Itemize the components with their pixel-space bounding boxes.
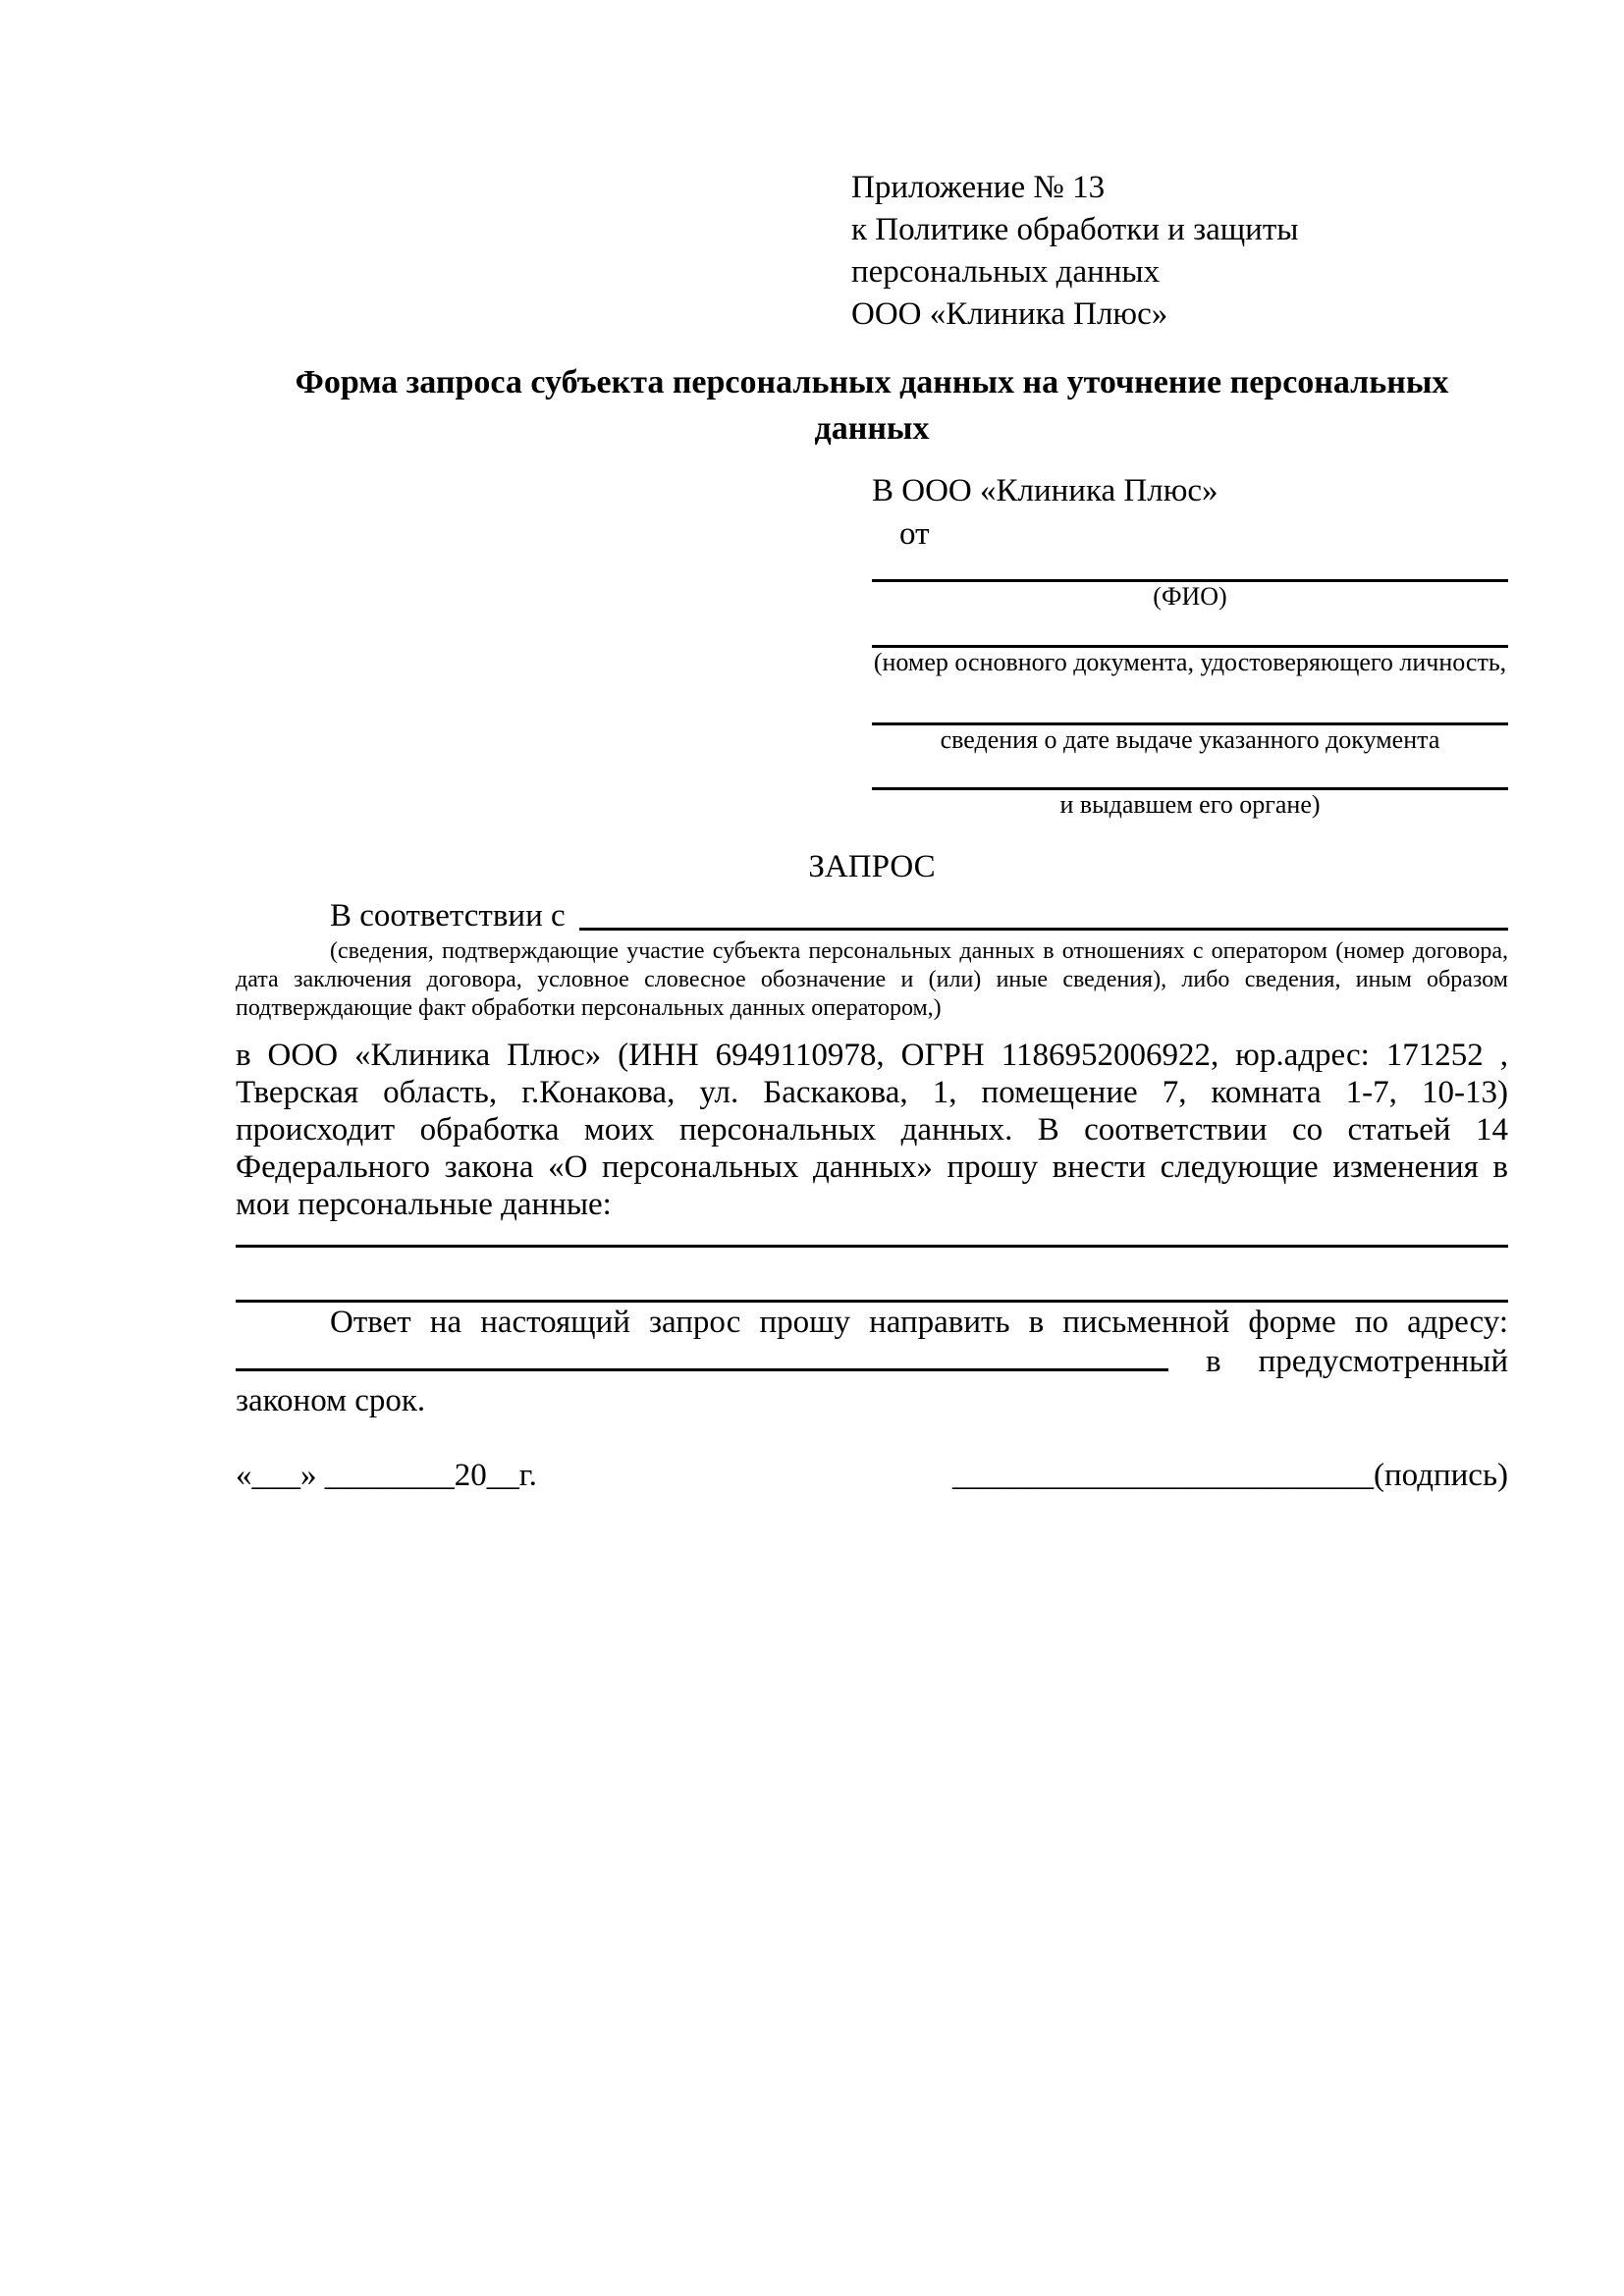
from-label: от	[899, 516, 930, 552]
issuing-authority-field	[872, 755, 1508, 820]
issuing-authority-blank-line	[872, 755, 1508, 790]
changes-blank-line-2	[236, 1248, 1508, 1303]
appendix-line: персональных данных	[851, 254, 1161, 290]
issue-date-blank-line	[872, 677, 1508, 725]
appendix-line: Приложение № 13	[851, 170, 1106, 205]
signature-field	[952, 1454, 1508, 1497]
fio-blank-line	[872, 556, 1508, 582]
basis-footnote: (сведения, подтверждающие участие субъекта персональных данных в отношениях с оператором (номер договора, дата заключения договора, условное словесное обозначение и (или) иные сведения), либо сведения, иным образом подтверждающие факт обработки персональных данных оператором,)	[236, 938, 1508, 1021]
document-number-field-caption: (номер основного документа, удостоверяющего личность,	[873, 648, 1507, 676]
basis-label: В соответствии с	[330, 898, 566, 934]
changes-blank-line-1	[236, 1223, 1508, 1248]
addressee-block	[872, 469, 1508, 820]
signature-blank-line: __________________________	[952, 1458, 1374, 1493]
signature-caption: (подпись)	[1374, 1458, 1508, 1493]
basis-row	[236, 894, 1508, 937]
document-number-blank-line	[872, 612, 1508, 648]
reply-address-blank-line	[236, 1343, 1168, 1371]
reply-paragraph	[236, 1303, 1508, 1420]
reply-text-tail: законом срок.	[236, 1383, 426, 1418]
issue-date-field	[872, 677, 1508, 755]
request-heading: ЗАПРОС	[808, 849, 936, 884]
basis-blank-line	[579, 894, 1508, 931]
reply-text-after-blank: в предусмотренный	[1206, 1344, 1508, 1379]
appendix-reference-block	[851, 167, 1508, 336]
fio-field-caption: (ФИО)	[1153, 582, 1227, 611]
appendix-line: к Политике обработки и защиты	[851, 212, 1299, 247]
issuing-authority-field-caption: и выдавшем его органе)	[1059, 790, 1321, 819]
request-body-paragraph: в ООО «Клиника Плюс» (ИНН 6949110978, ОГРН 1186952006922, юр.адрес: 171252 , Тверская область, г.Конакова, ул. Баскакова, 1, помещение 7, комната 1-7, 10-13) происходит обработка моих персональных данных. В соответствии со статьей 14 Федерального закона «О персональных данных» прошу внести следующие изменения в мои персональные данные:	[236, 1038, 1508, 1222]
document-number-field	[872, 612, 1508, 677]
date-field: «___» ________20__г.	[236, 1458, 537, 1493]
fio-field	[872, 556, 1508, 612]
issue-date-field-caption: сведения о дате выдаче указанного документа	[940, 725, 1440, 754]
date-signature-row	[236, 1454, 1508, 1497]
addressee-organization: В ООО «Клиника Плюс»	[872, 473, 1218, 508]
appendix-line: ООО «Клиника Плюс»	[851, 296, 1168, 332]
page-title: Форма запроса субъекта персональных данных на уточнение персональных данных	[295, 364, 1449, 447]
reply-text-before-blank: Ответ на настоящий запрос прошу направить в письменной форме по адресу:	[330, 1305, 1508, 1340]
